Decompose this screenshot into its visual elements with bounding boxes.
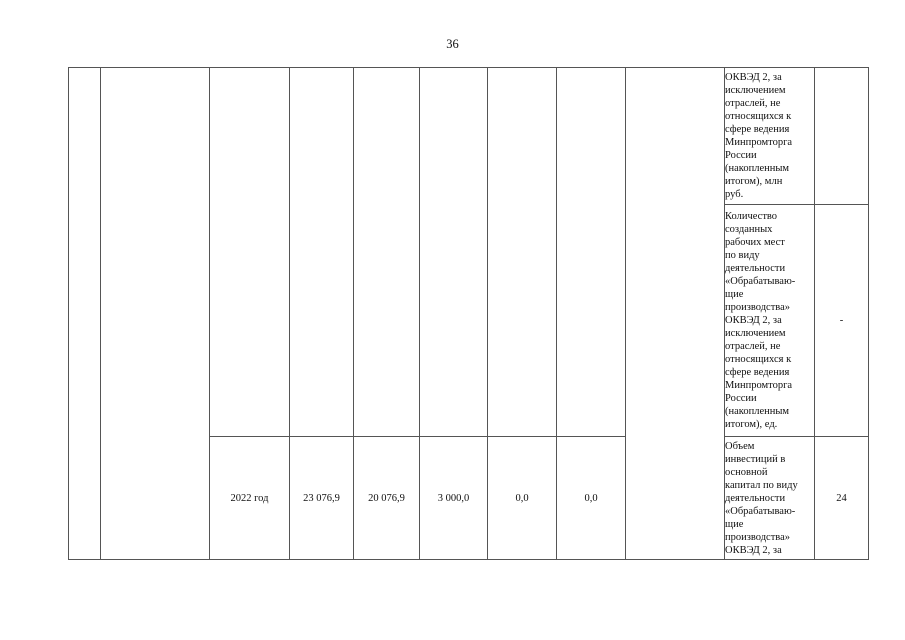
indicator-text: Количество созданных рабочих мест по виду деятельности «Обрабатываю- щие производства» ОКВЭД 2, за исключением отраслей, не относящихся к сфере ведения Минпромторга России (накопленным итогом), ед. [725, 211, 796, 430]
indicator-text: ОКВЭД 2, за исключением отраслей, не относящихся к сфере ведения Минпромторга России (накопленным итогом), млн руб. [725, 72, 793, 200]
indicator-cell [725, 437, 815, 560]
year-cell: 2022 год [210, 437, 290, 560]
table-cell-responsible [626, 68, 725, 560]
target-value-cell: 24 [815, 437, 869, 560]
target-value-cell [815, 68, 869, 205]
program-table [68, 67, 869, 560]
target-value-cell: - [815, 205, 869, 437]
indicator-text: Объем инвестиций в основной капитал по виду деятельности «Обрабатываю- щие производства» ОКВЭД 2, за [725, 440, 798, 556]
col5-cell: 0,0 [557, 437, 626, 560]
page-number: 36 [446, 37, 459, 51]
table-cell-col2 [354, 68, 420, 437]
table-cell-total [290, 68, 354, 437]
indicator-cell [725, 68, 815, 205]
total-cell: 23 076,9 [290, 437, 354, 560]
table-cell-col4 [488, 68, 557, 437]
table-cell-year [210, 68, 290, 437]
table-cell-number [69, 68, 101, 560]
table-row [69, 68, 869, 205]
col3-cell: 3 000,0 [420, 437, 488, 560]
col4-cell: 0,0 [488, 437, 557, 560]
col2-cell: 20 076,9 [354, 437, 420, 560]
indicator-cell [725, 205, 815, 437]
table-cell-col5 [557, 68, 626, 437]
table-cell-col3 [420, 68, 488, 437]
table-cell-name [101, 68, 210, 560]
